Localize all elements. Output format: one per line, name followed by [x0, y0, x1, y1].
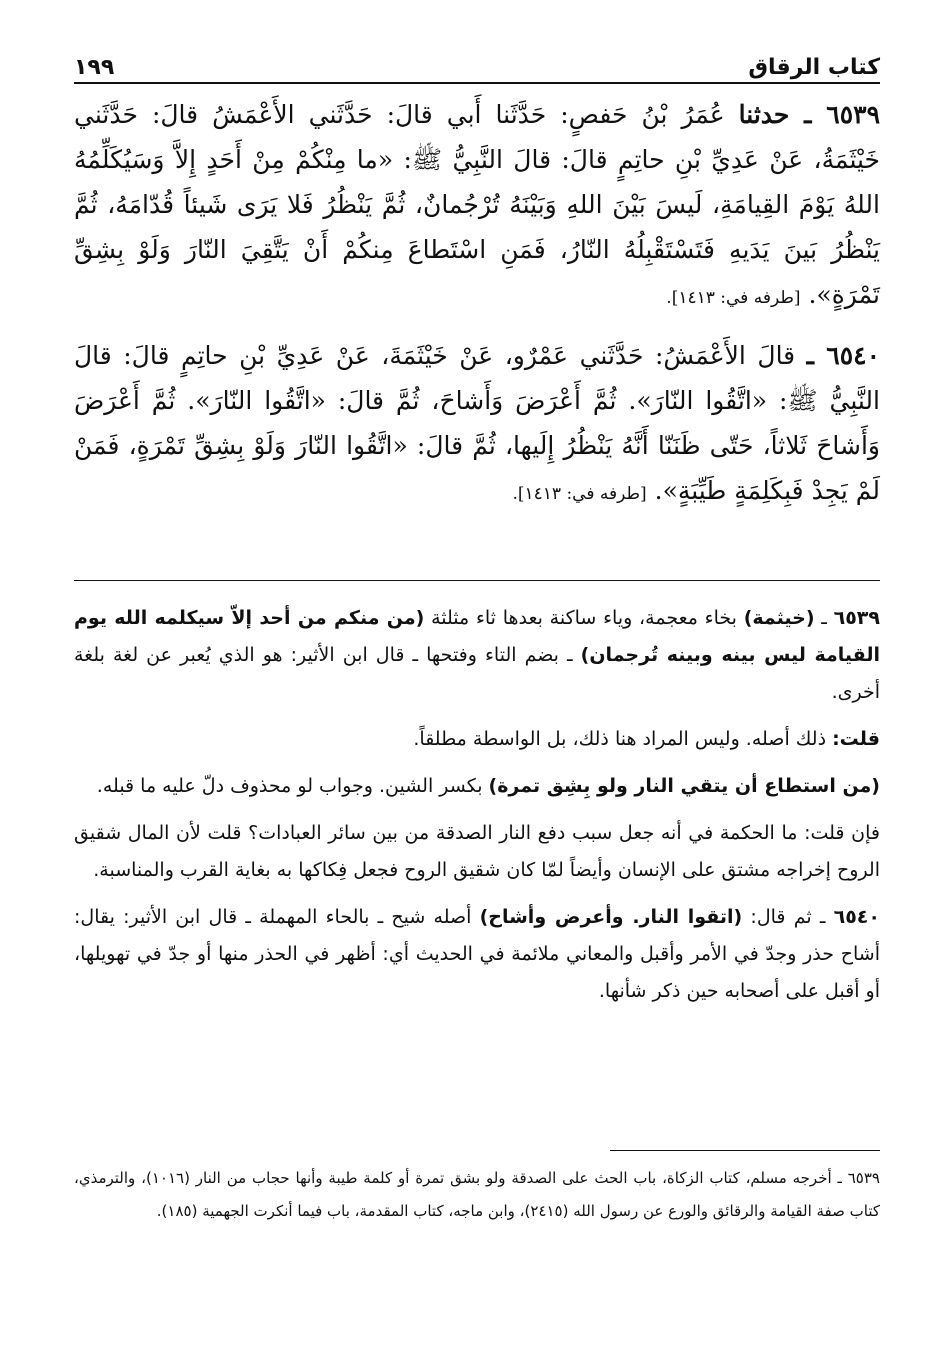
page-header	[74, 36, 880, 80]
commentary-quote: قلت:	[832, 728, 880, 750]
hadith-6539	[74, 92, 880, 321]
hadith-lead: ـ حدثنا	[738, 100, 827, 129]
commentary-number: ٦٥٣٩	[833, 607, 880, 629]
commentary-number: ٦٥٤٠	[833, 906, 880, 928]
footnote-rule	[610, 1150, 880, 1151]
commentary-paragraph	[74, 899, 880, 1010]
commentary-text: ـ ثم قال:	[742, 906, 834, 928]
commentary-paragraph	[74, 768, 880, 805]
hadith-6540	[74, 333, 880, 517]
commentary-text: أصله شيح ـ بالحاء المهملة ـ قال ابن الأثير: يقال: أشاح حذر وجدّ في الأمر وأقبل والمعاني ملائمة في الحديث أي: أظهر في الحذر منها أو جدّ في تهويلها، أو أقبل على أصحابه حين ذكر شأنها.	[74, 906, 880, 1002]
hadith-lead: ـ	[806, 341, 827, 370]
hadith-number: ٦٥٤٠	[826, 341, 880, 370]
commentary-quote: (من منكم من أحد إلاّ سيكلمه الله يوم القيامة ليس بينه وبينه تُرجمان)	[74, 607, 880, 666]
hadith-number: ٦٥٣٩	[826, 100, 880, 129]
commentary-text: بكسر الشين. وجواب لو محذوف دلّ عليه ما قبله.	[96, 775, 489, 797]
commentary-text: ذلك أصله. وليس المراد هنا ذلك، بل الواسطة مطلقاً.	[413, 728, 833, 750]
commentary-text: ـ	[814, 607, 834, 629]
book-title: كتاب الرقاق	[748, 55, 880, 80]
commentary-quote: (خيثمة)	[743, 607, 815, 629]
commentary-quote: (اتقوا النار. وأعرض وأشاح)	[479, 906, 743, 928]
footnote: ٦٥٣٩ ـ أخرجه مسلم، كتاب الزكاة، باب الحث على الصدقة ولو بشق تمرة أو كلمة طيبة وأنها حجاب من النار (١٠١٦)، والترمذي، كتاب صفة القيامة والرقائق والورع عن رسول الله (٢٤١٥)، وابن ماجه، كتاب المقدمة، باب فيما أنكرت الجهمية (١٨٥).	[74, 1169, 880, 1220]
hadith-reference: [طرفه في: ١٤١٣].	[512, 484, 647, 504]
section-divider	[74, 580, 880, 581]
hadith-body: قالَ الأَعْمَشُ: حَدَّثَني عَمْرٌو، عَنْ خَيْثَمَةَ، عَنْ عَدِيِّ بْنِ حاتِمٍ قالَ: قالَ النَّبِيُّ ﷺ: «اتَّقُوا النّارَ». ثُمَّ أَعْرَضَ وَأَشاحَ، ثُمَّ قالَ: «اتَّقُوا النّارَ». ثُمَّ أَعْرَضَ وَأَشاحَ ثَلاثاً، حَتّى ظَنَنّا أَنَّهُ يَنْظُرُ إِلَيها، ثُمَّ قالَ: «اتَّقُوا النّارَ وَلَوْ بِشِقِّ تَمْرَةٍ، فَمَنْ لَمْ يَجِدْ فَبِكَلِمَةٍ طَيِّبَةٍ».	[74, 341, 880, 505]
hadith-reference: [طرفه في: ١٤١٣].	[666, 288, 801, 308]
commentary-quote: (من استطاع أن يتقي النار ولو بِشِق تمرة)	[488, 775, 880, 797]
header-rule	[74, 82, 880, 84]
commentary-paragraph	[74, 815, 880, 889]
hadith-body: عُمَرُ بْنُ حَفصٍ: حَدَّثَنا أَبي قالَ: حَدَّثَني الأَعْمَشُ قالَ: حَدَّثَني خَيْثَمَةُ، عَنْ عَدِيِّ بْنِ حاتِمٍ قالَ: قالَ النَّبِيُّ ﷺ: «ما مِنْكُمْ مِنْ أَحَدٍ إِلاَّ وَسَيُكَلِّمُهُ اللهُ يَوْمَ القِيامَةِ، لَيسَ بَيْنَ اللهِ وَبَيْنَهُ تُرْجُمانٌ، ثُمَّ يَنْظُرُ فَلا يَرَى شَيئاً قُدّامَهُ، ثُمَّ يَنْظُرُ بَينَ يَدَيهِ فَتَسْتَقْبِلُهُ النّارُ، فَمَنِ اسْتَطاعَ مِنكُمْ أَنْ يَتَّقِيَ النّارَ وَلَوْ بِشِقِّ تَمْرَةٍ».	[74, 100, 881, 309]
hadith-text-block	[74, 92, 880, 529]
commentary-text: ـ بضم التاء وفتحها ـ قال ابن الأثير: هو الذي يُعبر عن لغة بلغة أخرى.	[74, 644, 880, 703]
page-number: ١٩٩	[74, 55, 115, 80]
commentary-paragraph	[74, 600, 880, 711]
footnotes	[74, 1162, 880, 1228]
commentary-text: بخاء معجمة، وياء ساكنة بعدها ثاء مثلثة	[424, 607, 744, 629]
commentary-text: فإن قلت: ما الحكمة في أنه جعل سبب دفع النار الصدقة من بين سائر العبادات؟ قلت لأن المال شقيق الروح إخراجه مشتق على الإنسان وأيضاً لمّا كان شقيق الروح فجعل فِكاكها به بغاية القرب والمناسبة.	[74, 822, 880, 881]
commentary-block	[74, 600, 880, 1020]
commentary-paragraph	[74, 721, 880, 758]
